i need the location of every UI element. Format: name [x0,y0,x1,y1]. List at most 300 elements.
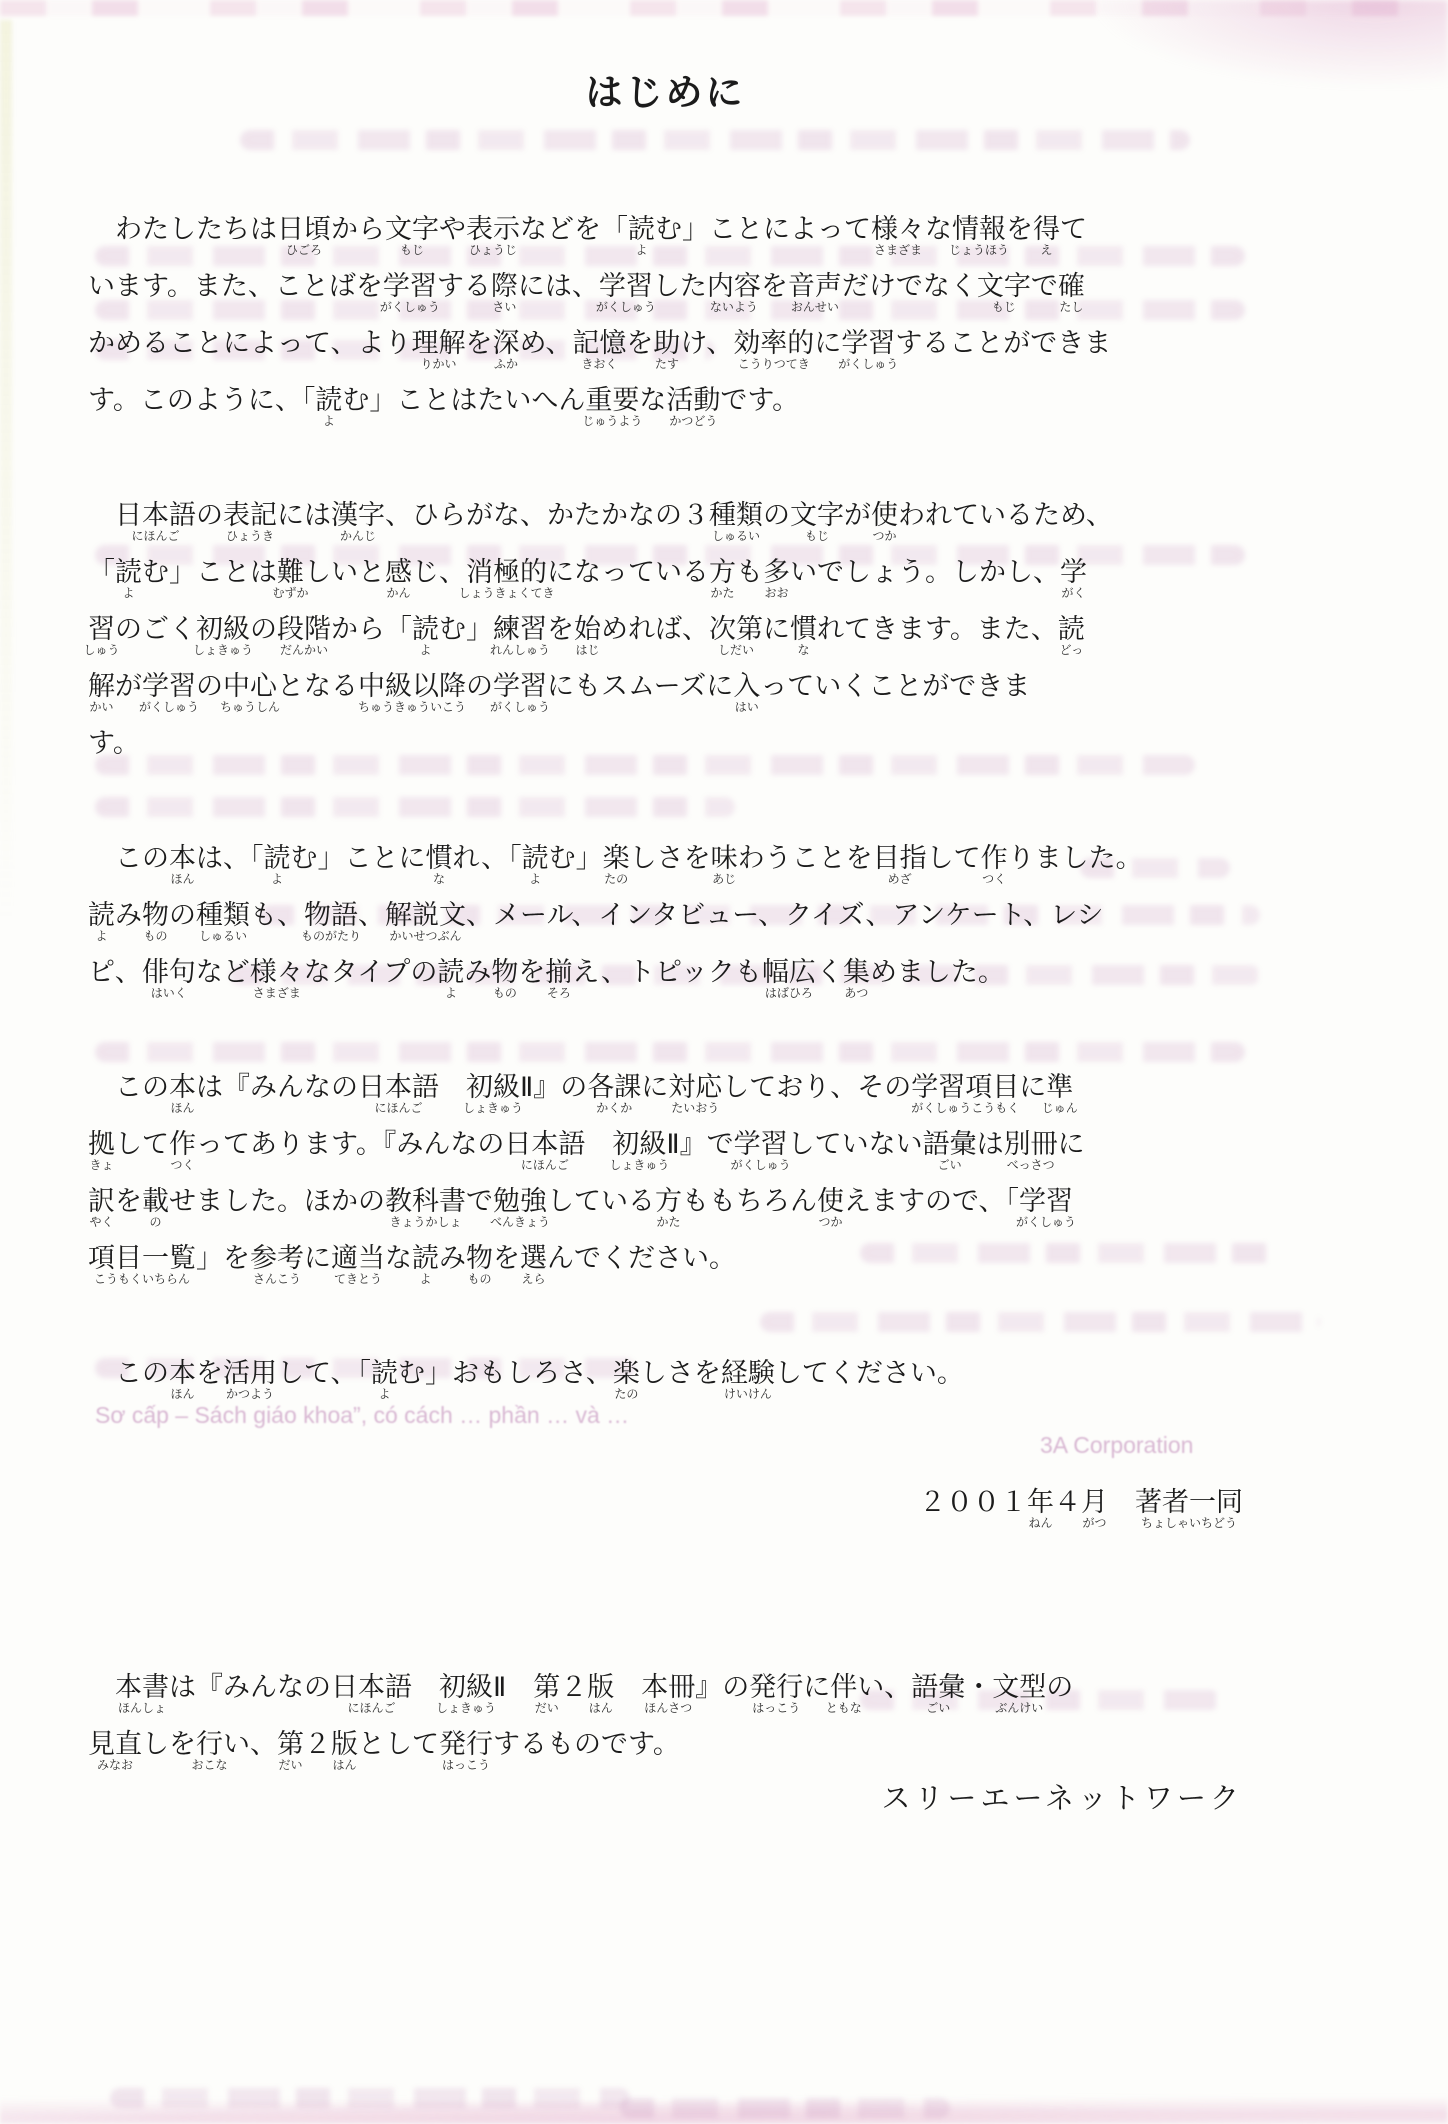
text-run: 読 よ [315,385,343,428]
text-run: 日本語 にほんご [358,1072,439,1115]
text-run: 楽 たの [602,843,630,886]
text-run: の [763,500,790,530]
text-run: 読 よ [412,614,439,657]
furigana: な [432,872,446,886]
furigana: よ [322,414,335,428]
furigana: ひょうき [225,529,275,543]
text-run: を [760,271,788,301]
furigana: じゅん [1041,1101,1078,1115]
furigana: ほん [170,1101,195,1115]
text-line [88,726,1243,783]
furigana: かい [89,700,114,714]
text-run: 確 たし [1057,271,1085,314]
text-run: 準 じゅん [1041,1072,1078,1115]
text-run: です。 [720,385,800,415]
furigana: よ [95,929,108,943]
text-run: 適当 てきとう [331,1243,385,1286]
text-run: して [926,843,981,873]
second-edition-note [88,1670,1243,1784]
furigana: ほんさつ [644,1701,693,1715]
text-run: 多 おお [763,557,790,600]
text-run: 読 よ [370,1358,398,1401]
preface-paragraph-2 [83,498,1243,783]
text-run: 読 よ [88,900,115,943]
furigana: つか [818,1215,843,1229]
furigana: な [797,643,810,657]
furigana: ともな [825,1701,862,1715]
furigana: がくしゅう [595,300,656,314]
text-run: この [88,1358,169,1388]
text-run: ピ、 [88,957,142,987]
furigana: よ [270,872,284,886]
text-run: 俳句 はいく [141,957,196,1000]
furigana: はん [588,1701,613,1715]
text-run: 学習 がくしゅう [1015,1186,1076,1229]
text-run: 版 はん [331,1729,358,1772]
text-run: 日頃 ひごろ [277,214,331,257]
text-run: な [385,1243,412,1273]
text-run: 発行 はっこう [439,1729,493,1772]
furigana: がくしゅうこうもく [911,1101,1020,1115]
text-run: の [466,671,493,701]
furigana: ちゅうきゅういこう [357,700,467,714]
furigana: はん [332,1758,357,1772]
text-run: しいと [304,557,385,587]
text-run: 』の [695,1672,750,1702]
furigana: にほんご [347,1701,396,1715]
furigana: べっさつ [1006,1158,1055,1172]
text-run: 物 もの [466,1243,493,1286]
furigana: にほんご [131,529,180,543]
text-run: Ⅱ』の [520,1072,588,1102]
text-run: から「 [331,614,412,644]
text-run: にもスムーズに [547,671,734,701]
text-run: 慣 な [425,843,453,886]
text-run: 使 つか [871,500,898,543]
text-run: む」ことは [142,557,277,587]
furigana: ないよう [709,300,758,314]
furigana: もじ [399,243,425,257]
text-run: してください。 [774,1358,964,1388]
furigana: だい [534,1701,559,1715]
text-line [88,955,1243,1012]
furigana: もじ [804,529,830,543]
text-run: 学 がく [1060,557,1087,600]
text-run: に [814,328,842,358]
text-run: は『みんなの [169,1672,331,1702]
furigana: ぶんけい [995,1701,1044,1715]
text-run: の [1046,1672,1074,1702]
text-run: す。 [88,728,140,758]
text-run: 、メール、インタビュー、クイズ、アンケート、レシ [466,900,1104,930]
text-run: む」ことによって [655,214,871,244]
furigana: ものがたり [300,929,362,943]
bleedthrough-blob [620,2098,950,2118]
text-run [439,1070,466,1104]
text-run: 日本語 にほんご [115,500,196,543]
furigana: つく [170,1158,195,1172]
furigana: かつどう [669,414,718,428]
text-run: 版 はん [587,1672,615,1715]
text-run: で [466,1186,493,1216]
furigana: たの [604,872,629,886]
furigana: じょうほう [948,243,1010,257]
text-run: 語彙 ごい [911,1672,966,1715]
text-run: 別冊 べっさつ [1003,1129,1058,1172]
text-run: 読 よ [628,214,655,257]
text-run: 方 かた [655,1186,682,1229]
text-run: 様々 さまざま [871,214,925,257]
text-run: になっている [547,557,709,587]
text-run: い、 [857,1672,912,1702]
text-run: に [763,614,790,644]
text-run [88,498,115,532]
text-run: 見直 みなお [88,1729,142,1772]
furigana: にほんご [374,1101,423,1115]
text-run: います。また、ことばを [88,271,383,301]
text-run: 拠 きょ [88,1129,115,1172]
text-run: しさを [629,843,711,873]
furigana: りかい [420,357,457,371]
text-run: 解 かい [88,671,115,714]
furigana: ちゅうしん [219,700,281,714]
bleedthrough-text: Sơ cấp – Sách giáo khoa”, có cách … phần … và … [95,1402,630,1428]
text-run: 日本語 にほんご [504,1129,586,1172]
furigana: おんせい [790,300,839,314]
text-run: 参考 さんこう [250,1243,304,1286]
text-run: 物 もの [491,957,519,1000]
text-run: の [196,671,223,701]
text-run: す。このように、「 [88,385,316,415]
furigana: はじ [575,643,600,657]
text-run: 文型 ぶんけい [992,1672,1047,1715]
furigana: きおく [581,357,618,371]
text-run: れ、「 [452,843,522,873]
furigana: がくしゅう [838,357,899,371]
furigana: がくしゅう [489,700,551,714]
furigana: てきとう [333,1272,383,1286]
text-run: を [1006,214,1033,244]
text-line [88,1356,1243,1413]
text-run: 効率的 こうりつてき [733,328,815,371]
text-run: 漢字 かんじ [331,500,385,543]
text-run: む」おもしろさ、 [397,1358,613,1388]
text-run: 第 だい [277,1729,304,1772]
text-run: 作 つく [169,1129,196,1172]
text-run: だけでなく [841,271,977,301]
text-line [88,1485,1243,1542]
text-run: 学習 がくしゅう [379,271,440,314]
text-run: しさを [639,1358,721,1388]
text-run: を [115,1186,142,1216]
text-run: 様々 さまざま [249,957,304,1000]
text-run: 教科書 きょうかしょ [385,1186,466,1229]
text-run: なタイプの [303,957,438,987]
furigana: もじ [991,300,1016,314]
text-run: の [196,500,223,530]
text-run: Ⅱ [493,1672,534,1702]
text-run: 目指 めざ [872,843,927,886]
furigana: え [1040,243,1053,257]
text-run: りました。 [1007,843,1143,873]
text-run: となる [277,671,358,701]
second-edition-note [88,1670,1243,1784]
text-run: 種類 しゅるい [196,900,250,943]
furigana: たの [614,1387,639,1401]
text-line [88,383,1243,440]
text-run: を [465,328,493,358]
text-run: 得 え [1033,214,1060,257]
text-run: 訳 やく [88,1186,115,1229]
text-run: 学習 がくしゅう [138,671,200,714]
text-run: 選 えら [520,1243,547,1286]
text-run: は [976,1129,1004,1159]
text-run: 、ひらがな、かたかなの３ [385,500,709,530]
furigana: さんこう [252,1272,302,1286]
text-run: 発行 はっこう [749,1672,804,1715]
text-run: 表示 ひょうじ [466,214,520,257]
text-run: い、 [223,1729,277,1759]
preface-paragraph-3 [88,841,1243,1012]
text-run: 月 がつ [1081,1487,1108,1530]
text-run: に [1019,1072,1047,1102]
text-run: 物 もの [142,900,169,943]
text-run: など [195,957,250,987]
text-run: 感 かん [385,557,412,600]
furigana: こうもくいちらん [93,1272,191,1286]
furigana: つか [872,529,897,543]
text-run: が [115,671,142,701]
text-run: 集 あつ [842,957,870,1000]
text-run: 初級 しょきゅう [462,1072,524,1115]
text-run: 次第 しだい [709,614,763,657]
text-run: く [815,957,843,987]
text-run: われているため、 [898,500,1113,530]
text-line [88,1070,1243,1127]
text-run: を [196,1358,223,1388]
text-run: のごく [115,614,196,644]
text-run: 練習 れんしゅう [489,614,551,657]
text-run: 理解 りかい [411,328,466,371]
text-run: は『みんなの [196,1072,358,1102]
text-run: 方 かた [709,557,736,600]
text-run: ４ [1054,1487,1081,1517]
text-run: み [115,900,142,930]
text-line [88,1670,1243,1727]
preface-paragraph-5 [88,1356,1243,1413]
furigana: しゅう [83,643,120,657]
furigana: しょきゅう [435,1701,497,1715]
publisher-name: スリーエーネットワーク [881,1783,1243,1815]
text-run: け、 [680,328,734,358]
text-line [88,1127,1243,1184]
furigana: さまざま [252,986,301,1000]
furigana: よ [529,872,542,886]
text-run: 本 ほん [169,1072,196,1115]
text-run: いでしょう。しかし、 [790,557,1060,587]
furigana: きょ [89,1158,114,1172]
text-run: 伴 ともな [825,1672,862,1715]
text-run: 本書 ほんしょ [115,1672,169,1715]
furigana: がくしゅう [730,1158,791,1172]
text-run: に [641,1072,669,1102]
furigana: ごい [937,1158,962,1172]
furigana: にほんご [520,1158,569,1172]
furigana: はっこう [441,1758,491,1772]
preface-paragraph-1 [88,212,1243,440]
text-run: 始 はじ [574,614,601,657]
text-run: することができま [895,328,1112,358]
furigana: しゅるい [711,529,761,543]
text-run: み [439,1243,466,1273]
furigana: もの [492,986,517,1000]
text-line [88,498,1243,555]
text-run: 学習 がくしゅう [730,1129,791,1172]
furigana: ひょうじ [468,243,518,257]
text-run: れてきます。また、 [817,614,1058,644]
furigana: たいおう [671,1101,720,1115]
page-title: はじめに [585,71,746,114]
text-run: 楽 たの [612,1358,640,1401]
text-line [88,841,1243,898]
text-run: に [1057,1129,1085,1159]
text-run: 文字 もじ [385,214,439,257]
text-run: 揃 そろ [545,957,573,1000]
text-run: も、 [250,900,304,930]
text-line [88,1184,1243,1241]
furigana: かん [386,586,411,600]
preface-body [83,212,1243,1413]
furigana: けいけん [723,1387,772,1401]
text-run: 経験 けいけん [720,1358,775,1401]
text-run: じ、 [412,557,466,587]
furigana: かくか [596,1101,633,1115]
text-run: 学習項目 がくしゅうこうもく [911,1072,1020,1115]
text-run: ２００１ [919,1487,1027,1517]
text-run: 際 さい [490,271,518,314]
furigana: こうりつてき [737,357,810,371]
furigana: さい [492,300,517,314]
text-run: して [115,1129,169,1159]
text-run: 読 どっ [1057,614,1085,657]
text-run: 重要 じゅうよう [582,385,643,428]
text-run: えますので、「 [844,1186,1019,1216]
text-line [88,669,1243,726]
text-run: 段階 だんかい [277,614,331,657]
furigana: どっ [1059,643,1084,657]
furigana: しゅるい [198,929,248,943]
furigana: おこな [191,1758,228,1772]
furigana: かつよう [225,1387,275,1401]
text-run: も [736,557,763,587]
furigana: がくしゅう [138,700,200,714]
furigana: かいせつぶん [389,929,462,943]
furigana: しょきゅう [192,643,254,657]
furigana: ほん [170,1387,195,1401]
date-author-line [88,1485,1243,1542]
text-run: した [652,271,707,301]
text-run: んでください。 [547,1243,736,1273]
text-run: 本 ほん [169,1358,196,1401]
furigana: たす [654,357,679,371]
text-run: せました。ほかの [169,1186,385,1216]
furigana: つく [982,872,1007,886]
text-run: などを「 [520,214,628,244]
text-run: かめることによって、より [88,328,412,358]
text-run: 使 つか [817,1186,844,1229]
text-run: 語彙 ごい [922,1129,977,1172]
text-run: の [250,614,277,644]
furigana: やく [89,1215,114,1229]
furigana: もの [467,1272,492,1286]
text-run: 「 [88,557,115,587]
text-run: 初級 しょきゅう [435,1672,497,1715]
furigana: きょうかしょ [389,1215,462,1229]
text-run: として [358,1729,439,1759]
text-run: を [493,1243,520,1273]
text-line [88,555,1243,612]
text-run: 記憶 きおく [572,328,627,371]
text-run: 」を [196,1243,250,1273]
furigana: ねん [1028,1516,1053,1530]
text-run: が [844,500,871,530]
furigana: ほんしょ [117,1701,167,1715]
furigana: もの [143,929,168,943]
text-run: ２ [560,1672,588,1702]
text-run: には [277,500,331,530]
text-run: わうことを [737,843,873,873]
furigana: あつ [844,986,869,1000]
furigana: えら [521,1272,546,1286]
text-run: に [304,1243,331,1273]
text-run: 深 ふか [492,328,520,371]
text-run [585,1127,612,1161]
furigana: はい [734,700,759,714]
text-run: ももちろん [682,1186,817,1216]
furigana: がく [1061,586,1086,600]
text-run [614,1670,641,1704]
text-run: で [1030,271,1058,301]
text-run: わたしたちは [88,214,277,244]
text-run: 表記 ひょうき [223,500,277,543]
text-run: 学習 がくしゅう [489,671,551,714]
text-run: 学習 がくしゅう [595,271,656,314]
furigana: しょきゅう [462,1101,524,1115]
text-line [83,612,1243,669]
furigana: ふか [493,357,518,371]
furigana: がくしゅう [1015,1215,1076,1229]
furigana: たし [1059,300,1084,314]
bleedthrough-text: 3A Corporation [1040,1432,1194,1458]
text-run: 入 はい [733,671,761,714]
text-run: 活用 かつよう [223,1358,277,1401]
text-run: 助 たす [653,328,681,371]
text-run: 勉強 べんきょう [489,1186,551,1229]
furigana: かた [710,586,735,600]
text-run: している [547,1186,655,1216]
text-run: 読 よ [115,557,142,600]
furigana: がくしゅう [379,300,440,314]
text-run: て [1060,214,1087,244]
text-run: む」 [439,614,493,644]
bleedthrough-blob [110,2088,630,2108]
text-run: 年 ねん [1027,1487,1054,1530]
text-run: 、 [358,900,385,930]
text-run [88,1670,115,1704]
furigana: ひごろ [285,243,323,257]
text-line [88,269,1243,326]
furigana: かた [656,1215,681,1229]
